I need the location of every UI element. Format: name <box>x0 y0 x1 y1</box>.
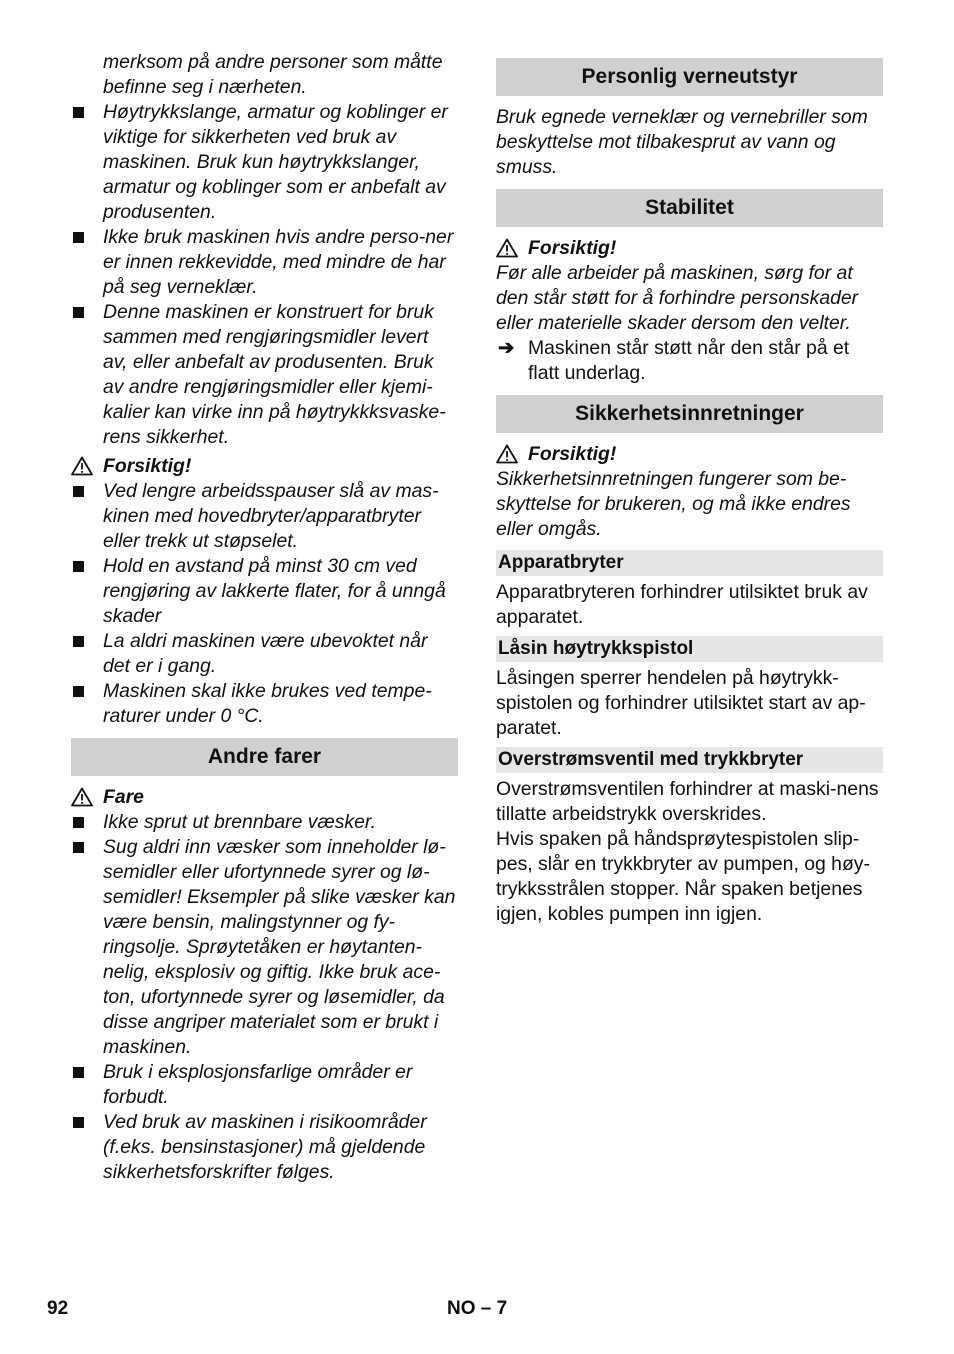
list-item: Hold en avstand på minst 30 cm ved rengjøring av lakkerte flater, for å unngå skader <box>71 554 458 629</box>
square-bullet-icon <box>73 232 84 243</box>
square-bullet-icon <box>73 1117 84 1128</box>
danger-label: Fare <box>71 785 458 810</box>
apparat-text: Apparatbryteren forhindrer utilsiktet bruk av apparatet. <box>496 581 868 628</box>
warning-triangle-icon <box>496 444 518 464</box>
left-column <box>71 50 458 1185</box>
section-heading-personlig-verneutstyr: Personlig verneutstyr <box>496 58 883 96</box>
square-bullet-icon <box>73 686 84 697</box>
list-item: Ved lengre arbeidsspauser slå av mas-kinen med hovedbryter/apparatbryter eller trekk ut støpselet. <box>71 479 458 554</box>
list-item: Ikke bruk maskinen hvis andre perso-ner er innen rekkevidde, med mindre de har på seg verneklær. <box>71 225 458 300</box>
personlig-text: Bruk egnede verneklær og vernebriller som beskyttelse mot tilbakesprut av vann og smuss. <box>496 106 868 178</box>
overstrom-text-2: Hvis spaken på håndsprøytespistolen slip-pes, slår en trykkbryter av pumpen, og høy-trykksstrålen stopper. Når spaken betjenes igjen, kobles pumpen inn igjen. <box>496 828 870 925</box>
warning-triangle-icon <box>496 238 518 258</box>
bullet-list <box>71 810 458 1185</box>
warning-triangle-icon <box>71 456 93 476</box>
list-item: Bruk i eksplosjonsfarlige områder er forbudt. <box>71 1060 458 1110</box>
list-item: La aldri maskinen være ubevoktet når det er i gang. <box>71 629 458 679</box>
page-number: 92 <box>47 1298 69 1319</box>
list-item: Ikke sprut ut brennbare væsker. <box>71 810 458 835</box>
subheading-overstromsventil: Overstrømsventil med trykkbryter <box>496 747 883 773</box>
section-heading-andre-farer: Andre farer <box>71 738 458 776</box>
subheading-apparatbryter: Apparatbryter <box>496 550 883 576</box>
caution-label: Forsiktig! <box>71 454 458 479</box>
square-bullet-icon <box>73 842 84 853</box>
square-bullet-icon <box>73 107 84 118</box>
stabilitet-text: Før alle arbeider på maskinen, sørg for at den står støtt for å forhindre personskader eller materielle skader dersom den velter. <box>496 262 859 334</box>
bullet-list <box>71 479 458 729</box>
list-item: Maskinen skal ikke brukes ved tempe-raturer under 0 °C. <box>71 679 458 729</box>
arrow-right-icon: ➔ <box>498 337 515 359</box>
section-code: NO – 7 <box>447 1298 508 1319</box>
list-item: Høytrykkslange, armatur og koblinger er viktige for sikkerheten ved bruk av maskinen. Bruk kun høytrykkslanger, armatur og koblinger som er anbefalt av produsenten. <box>71 100 458 225</box>
warning-triangle-icon <box>71 787 93 807</box>
caution-label: Forsiktig! <box>496 442 883 467</box>
square-bullet-icon <box>73 636 84 647</box>
overstrom-text-1: Overstrømsventilen forhindrer at maski-nens tillatte arbeidstrykk overskrides. <box>496 778 879 825</box>
square-bullet-icon <box>73 486 84 497</box>
sikkerhet-text: Sikkerhetsinnretningen fungerer som be-skyttelse for brukeren, og må ikke endres eller omgås. <box>496 468 851 540</box>
laasin-text: Låsingen sperrer hendelen på høytrykk-spistolen og forhindrer utilsiktet start av ap-paratet. <box>496 667 866 739</box>
section-heading-stabilitet: Stabilitet <box>496 189 883 227</box>
right-column <box>496 50 883 927</box>
caution-label: Forsiktig! <box>496 236 883 261</box>
list-item: Ved bruk av maskinen i risikoområder (f.eks. bensinstasjoner) må gjeldende sikkerhetsforskrifter følges. <box>71 1110 458 1185</box>
section-heading-sikkerhetsinnretninger: Sikkerhetsinnretninger <box>496 395 883 433</box>
square-bullet-icon <box>73 561 84 572</box>
list-item: Denne maskinen er konstruert for bruk sammen med rengjøringsmidler levert av, eller anbefalt av produsenten. Bruk av andre rengjøringsmidler eller kjemi-kalier kan virke inn på høytrykkksvaske-rens sikkerhet. <box>71 300 458 450</box>
square-bullet-icon <box>73 1067 84 1078</box>
continued-text: merksom på andre personer som måtte befinne seg i nærheten. <box>103 51 443 98</box>
subheading-laasin: Låsin høytrykkspistol <box>496 636 883 662</box>
square-bullet-icon <box>73 817 84 828</box>
bullet-list <box>71 100 458 450</box>
square-bullet-icon <box>73 307 84 318</box>
list-item: Sug aldri inn væsker som inneholder lø-semidler eller ufortynnede syrer og lø-semidler! Eksempler på slike væsker kan være bensin, malingstynner og fy-ringsolje. Sprøytetåken er høytanten-nelig, eksplosiv og giftig. Ikke bruk ace-ton, ufortynnede syrer og løsemidler, da disse angriper materialet som er brukt i maskinen. <box>71 835 458 1060</box>
result-item: ➔ Maskinen står støtt når den står på et flatt underlag. <box>498 337 850 384</box>
